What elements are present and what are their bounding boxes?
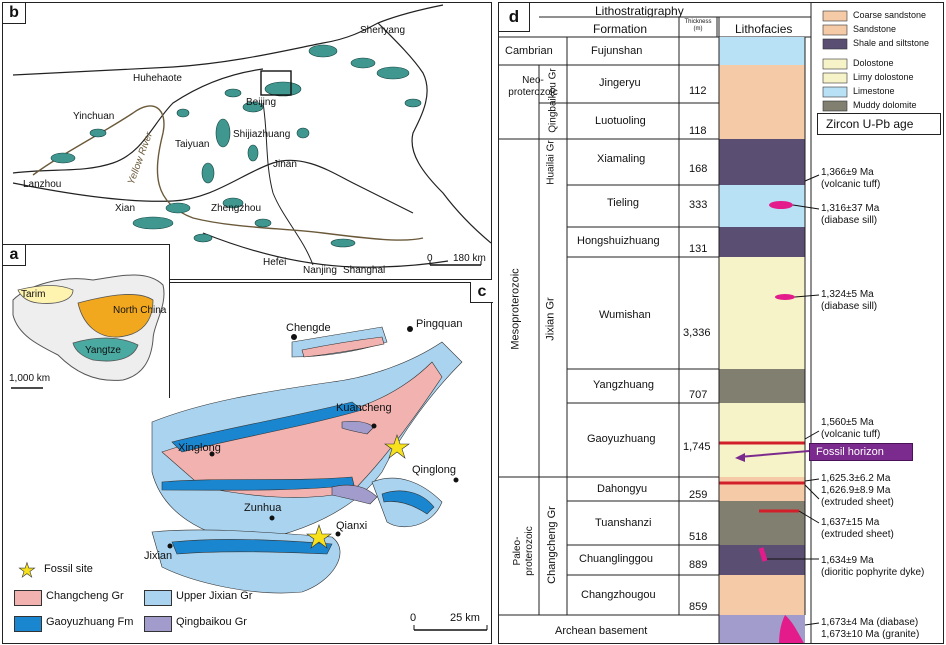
legend-coarse-sandstone: Coarse sandstone [853, 10, 927, 20]
scale-zero: 0 [427, 253, 433, 264]
era-mesoproterozoic: Mesoproterozoic [509, 268, 522, 350]
legend-upper-jixian: Upper Jixian Gr [176, 590, 253, 602]
formation-name: Tuanshanzi [595, 517, 652, 529]
age-value: 1,625.3±6.2 Ma [821, 473, 891, 484]
age-value: 1,673±4 Ma (diabase) [821, 617, 919, 628]
formation-thickness: 259 [689, 489, 708, 501]
star-icon: ★ [18, 560, 36, 582]
city-label: Xian [115, 203, 136, 214]
header-thickness: Thickness (m) [684, 19, 712, 32]
scale-length: 180 km [453, 253, 486, 264]
legend-fossil-site: Fossil site [44, 563, 93, 575]
scale-length: 25 km [450, 612, 480, 624]
place-label: Pingquan [416, 318, 463, 330]
age-note: (extruded sheet) [821, 529, 894, 540]
age-value: 1,560±5 Ma [821, 417, 874, 428]
city-label: Zhengzhou [211, 203, 262, 214]
age-value: 1,316±37 Ma [821, 203, 880, 214]
city-label: Huhehaote [133, 73, 182, 84]
north-china-map [3, 3, 492, 280]
age-note: (dioritic pophyrite dyke) [821, 567, 925, 578]
panel-b-tag: b [3, 3, 26, 24]
place-label: Zunhua [244, 502, 282, 514]
age-annotation [821, 289, 877, 313]
formation-thickness: 1,745 [683, 441, 711, 453]
place-label: Qinglong [412, 464, 457, 476]
legend-swatch-changcheng [14, 590, 42, 606]
city-label: Lanzhou [23, 179, 62, 190]
formation-thickness: 333 [689, 199, 708, 211]
age-annotation [821, 473, 890, 485]
map-legend [14, 558, 284, 638]
legend-swatch-gaoyuzhuang [14, 616, 42, 632]
header-lithostratigraphy: Lithostratigraphy [595, 4, 684, 18]
legend-shale-siltstone: Shale and siltstone [853, 38, 930, 48]
header-lithofacies: Lithofacies [735, 22, 793, 36]
formation-name: Fujunshan [591, 45, 643, 57]
zircon-title-box [817, 113, 941, 135]
group-huailai: Huailai Gr [545, 140, 557, 185]
scale-label: 1,000 km [9, 373, 51, 384]
formation-name: Wumishan [599, 309, 651, 321]
place-label: Qianxi [336, 520, 368, 532]
place-label: Jixian [144, 550, 173, 562]
age-value: 1,626.9±8.9 Ma [821, 485, 891, 496]
formation-name: Changzhougou [581, 589, 656, 601]
panel-a-tag: a [3, 245, 26, 266]
yellow-river-label: Yellow River [125, 130, 156, 187]
age-note: (volcanic tuff) [821, 429, 881, 440]
panel-d-stratigraphy [498, 2, 944, 644]
legend-qingbaikou: Qingbaikou Gr [176, 616, 247, 628]
city-label: Yinchuan [73, 111, 115, 122]
legend-changcheng: Changcheng Gr [46, 590, 124, 602]
legend-limestone: Limestone [853, 86, 895, 96]
age-annotation [821, 203, 879, 227]
city-label: Beijing [246, 97, 277, 108]
fossil-horizon-box [809, 443, 913, 461]
city-label: Jinan [273, 159, 297, 170]
legend-limy-dolostone: Limy dolostone [853, 72, 914, 82]
formation-thickness: 131 [689, 243, 708, 255]
legend-dolostone: Dolostone [853, 58, 894, 68]
formation-thickness: 3,336 [683, 327, 711, 339]
formation-name: Dahongyu [597, 483, 648, 495]
region-tarim: Tarim [21, 289, 46, 300]
age-note: (extruded sheet) [821, 497, 894, 508]
formation-thickness: 859 [689, 601, 708, 613]
age-annotation [821, 617, 919, 641]
era-cambrian: Cambrian [505, 45, 553, 57]
archean-basement: Archean basement [555, 625, 648, 637]
formation-thickness: 518 [689, 531, 708, 543]
city-label: Shijiazhuang [233, 129, 291, 140]
formation-thickness: 889 [689, 559, 708, 571]
age-value: 1,634±9 Ma [821, 555, 874, 566]
formation-name: Yangzhuang [593, 379, 654, 391]
age-note: (diabase sill) [821, 301, 878, 312]
city-label: Shanghai [343, 265, 386, 276]
legend-muddy-dolomite: Muddy dolomite [853, 100, 917, 110]
formation-name: Gaoyuzhuang [587, 433, 656, 445]
fossil-horizon-label: Fossil horizon [816, 446, 884, 458]
region-north-china: North China [113, 305, 167, 316]
city-label: Taiyuan [175, 139, 210, 150]
formation-thickness: 707 [689, 389, 708, 401]
age-annotation [821, 485, 894, 509]
age-value: 1,637±15 Ma [821, 517, 880, 528]
group-jixian: Jixian Gr [544, 297, 557, 341]
legend-swatch-upper-jixian [144, 590, 172, 606]
formation-name: Xiamaling [597, 153, 646, 165]
era-paleoproterozoic: Paleo-proterozoic [512, 526, 535, 576]
city-label: Hefei [263, 257, 287, 268]
formation-thickness: 112 [689, 85, 707, 97]
age-annotation [821, 167, 880, 191]
age-note: 1,673±10 Ma (granite) [821, 629, 920, 640]
scale-zero: 0 [410, 612, 417, 624]
age-annotation [821, 517, 894, 541]
place-label: Kuancheng [336, 402, 392, 414]
formation-name: Hongshuizhuang [577, 235, 660, 247]
legend-gaoyuzhuang: Gaoyuzhuang Fm [46, 616, 134, 628]
formation-thickness: 118 [689, 125, 707, 137]
age-annotation [821, 555, 924, 579]
formation-thickness: 168 [689, 163, 708, 175]
formation-name: Jingeryu [599, 77, 641, 89]
city-label: Nanjing [303, 265, 337, 276]
panel-c-tag: c [470, 282, 493, 303]
panel-c-content [2, 282, 492, 644]
zircon-title: Zircon U-Pb age [826, 117, 914, 131]
panel-d-tag: d [499, 3, 530, 32]
age-note: (diabase sill) [821, 215, 878, 226]
legend-sandstone: Sandstone [853, 24, 897, 34]
group-qingbaikou: Qingbaikou Gr [547, 68, 559, 133]
formation-name: Chuanglinggou [579, 553, 654, 565]
panel-b-map [2, 2, 492, 280]
header-formation: Formation [593, 22, 648, 36]
city-label: Shenyang [360, 25, 406, 36]
formation-name: Tieling [607, 197, 639, 209]
age-value: 1,366±9 Ma [821, 167, 874, 178]
age-annotation [821, 417, 880, 441]
age-value: 1,324±5 Ma [821, 289, 874, 300]
place-label: Xinglong [178, 442, 221, 454]
legend-swatch-qingbaikou [144, 616, 172, 632]
era-neoproterozoic: Neo-proterozoic [508, 75, 558, 98]
group-changcheng: Changcheng Gr [545, 506, 558, 584]
region-yangtze: Yangtze [85, 345, 121, 356]
place-label: Chengde [286, 322, 331, 334]
age-note: (volcanic tuff) [821, 179, 881, 190]
formation-name: Luotuoling [595, 115, 646, 127]
